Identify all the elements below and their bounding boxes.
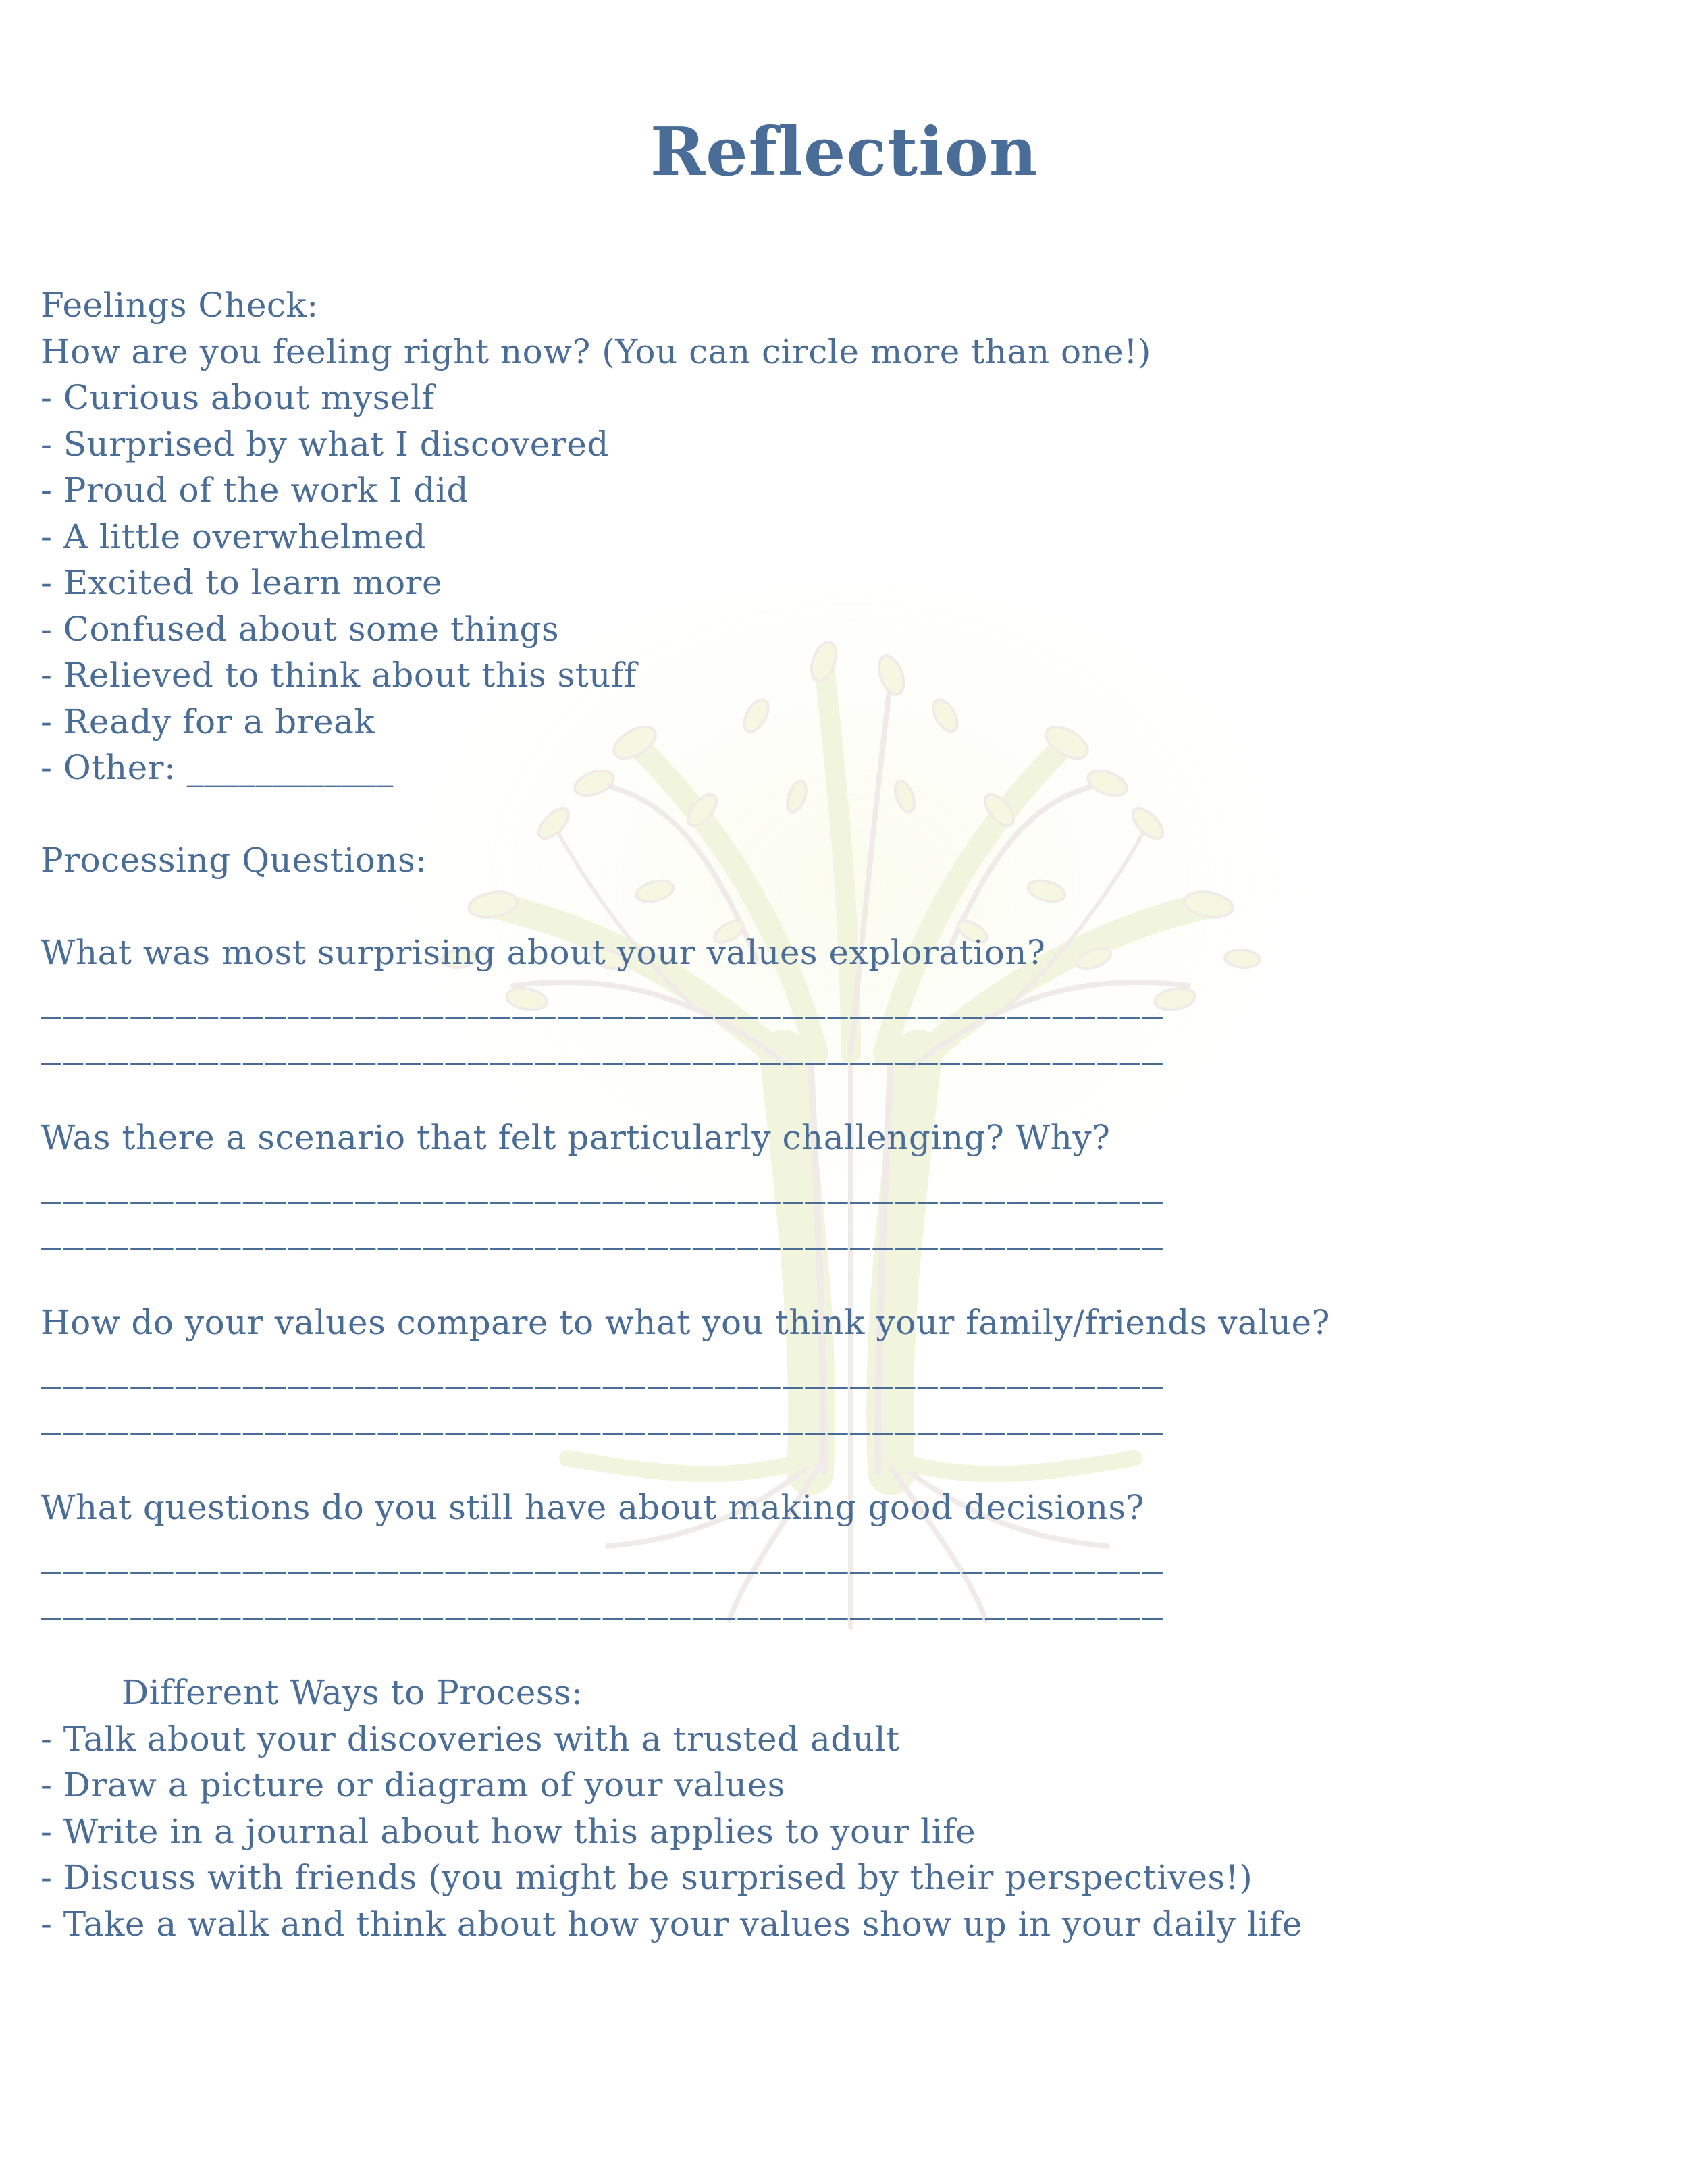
answer-line[interactable]: __________________________________________________ [41, 1580, 1165, 1620]
processing-question: What questions do you still have about making good decisions? [41, 1488, 1144, 1527]
ways-item: - Draw a picture or diagram of your values [41, 1765, 785, 1805]
processing-heading: Processing Questions: [41, 841, 427, 880]
answer-line[interactable]: __________________________________________________ [41, 1395, 1165, 1435]
feelings-question: How are you feeling right now? (You can circle more than one!) [41, 331, 1151, 371]
answer-line[interactable]: __________________________________________________ [41, 979, 1165, 1019]
processing-question-block [41, 1485, 1647, 1624]
spacer [41, 884, 1647, 930]
feeling-option[interactable]: - Excited to learn more [41, 563, 443, 602]
feelings-options-list [41, 375, 1647, 791]
ways-item: - Take a walk and think about how your values show up in your daily life [41, 1904, 1302, 1944]
ways-item: - Write in a journal about how this applies to your life [41, 1811, 976, 1851]
processing-question: How do your values compare to what you think your family/friends value? [41, 1303, 1330, 1342]
processing-question-block [41, 930, 1647, 1069]
ways-item: - Talk about your discoveries with a trusted adult [41, 1719, 900, 1759]
spacer [41, 791, 1647, 838]
answer-line[interactable]: __________________________________________________ [41, 1210, 1165, 1250]
feeling-option[interactable]: - Proud of the work I did [41, 471, 469, 510]
feeling-option-other[interactable]: - Other: ____________ [41, 748, 394, 787]
spacer [41, 1254, 1647, 1300]
processing-question-block [41, 1300, 1647, 1439]
feeling-option[interactable]: - Confused about some things [41, 609, 560, 649]
page-title: Reflection [650, 113, 1038, 191]
feeling-option[interactable]: - Ready for a break [41, 701, 375, 741]
spacer [41, 1439, 1647, 1485]
spacer [41, 1069, 1647, 1115]
feeling-option[interactable]: - Curious about myself [41, 378, 435, 417]
answer-line[interactable]: __________________________________________________ [41, 1534, 1165, 1574]
ways-heading: Different Ways to Process: [122, 1673, 583, 1712]
processing-question-block [41, 1115, 1647, 1254]
feelings-heading: Feelings Check: [41, 286, 319, 325]
answer-line[interactable]: __________________________________________________ [41, 1026, 1165, 1065]
feeling-option[interactable]: - Relieved to think about this stuff [41, 656, 637, 695]
ways-list [41, 1716, 1647, 1948]
feeling-option[interactable]: - Surprised by what I discovered [41, 424, 609, 464]
worksheet-content [41, 282, 1647, 1947]
feeling-option[interactable]: - A little overwhelmed [41, 516, 426, 556]
processing-question: Was there a scenario that felt particularly challenging? Why? [41, 1118, 1111, 1157]
ways-item: - Discuss with friends (you might be surprised by their perspectives!) [41, 1858, 1253, 1897]
processing-question: What was most surprising about your values exploration? [41, 933, 1046, 972]
answer-line[interactable]: __________________________________________________ [41, 1164, 1165, 1204]
spacer [41, 1624, 1647, 1670]
answer-line[interactable]: __________________________________________________ [41, 1349, 1165, 1389]
